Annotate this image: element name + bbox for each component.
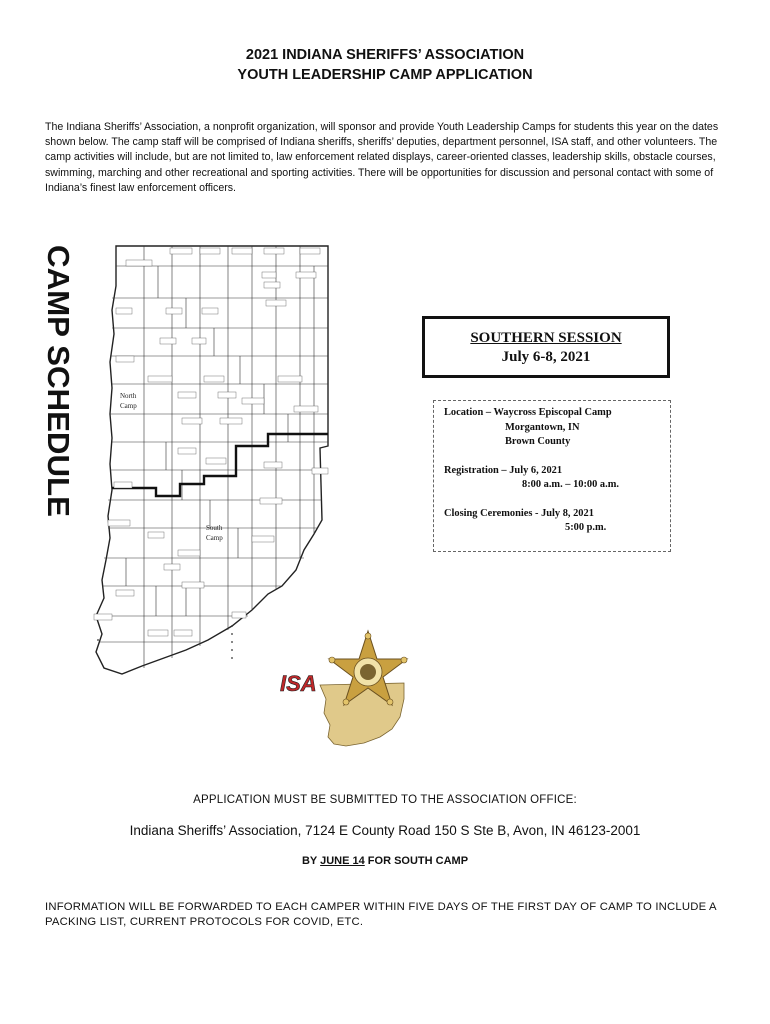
submission-instruction: APPLICATION MUST BE SUBMITTED TO THE ASSOCIATION OFFICE: <box>193 794 577 806</box>
document-title-line2: YOUTH LEADERSHIP CAMP APPLICATION <box>237 67 533 83</box>
south-camp-label-line2: Camp <box>206 534 223 542</box>
isa-logo-text: ISA <box>280 671 317 696</box>
intro-paragraph: The Indiana Sheriffs’ Association, a nonprofit organization, will sponsor and provide Youth Leadership Camps for students this year on the dates shown below. The camp staff will be comprised of Indiana sheriffs, sheriffs’ deputies, department personnel, ISA staff, and other volunteers. The camp activities will include, but are not limited to, law enforcement related displays, career-oriented classes, leadership skills, obstacle courses, swimming, marching and other recreational and sporting activities. There will be opportunities for discussion and personal contact with some of Indiana’s finest law enforcement officers. <box>45 121 719 194</box>
deadline-date: JUNE 14 <box>320 855 365 867</box>
association-address: Indiana Sheriffs’ Association, 7124 E County Road 150 S Ste B, Avon, IN 46123-2001 <box>129 823 641 838</box>
camp-schedule-label: CAMP SCHEDULE <box>41 245 75 511</box>
session-details-box <box>433 400 671 552</box>
session-dates: July 6-8, 2021 <box>501 349 591 365</box>
registration-line1: Registration – July 6, 2021 <box>444 464 563 476</box>
location-line3: Brown County <box>505 436 571 447</box>
deadline-suffix: FOR SOUTH CAMP <box>364 855 469 867</box>
session-title: SOUTHERN SESSION <box>470 330 622 346</box>
closing-line1: Closing Ceremonies - July 8, 2021 <box>444 507 594 519</box>
submission-deadline <box>0 855 770 867</box>
south-camp-label-line1: South <box>206 524 223 532</box>
registration-line2: 8:00 a.m. – 10:00 a.m. <box>522 479 619 490</box>
location-line2: Morgantown, IN <box>505 421 580 433</box>
deadline-prefix: BY <box>301 855 321 867</box>
isa-logo <box>276 625 416 747</box>
camp-schedule-heading <box>40 243 78 518</box>
north-camp-label-line1: North <box>120 392 137 400</box>
document-title-line1: 2021 INDIANA SHERIFFS’ ASSOCIATION <box>245 47 525 63</box>
north-camp-label-line2: Camp <box>120 402 137 410</box>
indiana-county-map <box>82 238 338 680</box>
session-box <box>422 316 670 378</box>
footer-note: INFORMATION WILL BE FORWARDED TO EACH CAMPER WITHIN FIVE DAYS OF THE FIRST DAY OF CAMP TO INCLUDE A PACKING LIST, CURRENT PROTOCOLS FOR COVID, ETC. <box>45 901 717 928</box>
location-line1: Location – Waycross Episcopal Camp <box>444 407 612 418</box>
closing-line2: 5:00 p.m. <box>565 522 607 533</box>
